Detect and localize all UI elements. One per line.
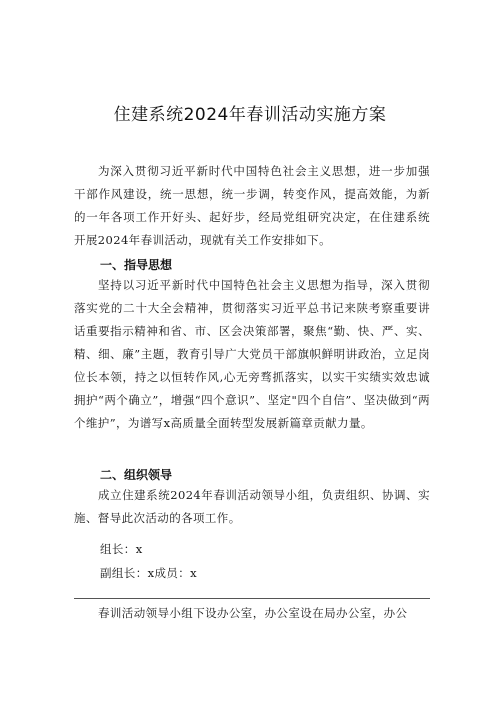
footnote-divider [74,598,430,599]
document-title: 住建系统2024年春训活动实施方案 [113,105,387,125]
section1-paragraph: 坚持以习近平新时代中国特色社会主义思想为指导，深入贯彻落实党的二十大全会精神，贯彻落实习近平总书记来陕考察重要讲话重要指示精神和省、市、区会决策部署，聚焦“勤、快、严、实、精、细、廉”主题，教育引导广大党员干部旗帜鲜明讲政治，立足岗位长本领，持之以恒转作风,心无旁骛抓落实，以实干实绩实效忠诚拥护“两个确立”，增强“四个意识”、坚定"四个自信”、坚决做到“两个维护”，为谱写x高质量全面转型发展新篇章贡献力量。 [74,278,430,430]
footer-paragraph: 春训活动领导小组下设办公室，办公室设在局办公室，办公 [98,606,408,620]
intro-paragraph: 为深入贯彻习近平新时代中国特色社会主义思想，进一步加强干部作风建设，统一思想，统一步调，转变作风，提高效能，为新的一年各项工作开好头、起好步，经局党组研究决定，在住建系统开展2024年春训活动，现就有关工作安排如下。 [74,164,430,247]
deputy-line: 副组长：x成员：x [100,566,198,580]
leader-line: 组长：x [100,542,143,556]
section2-paragraph: 成立住建系统2024年春训活动领导小组，负责组织、协调、实施、督导此次活动的各项工作。 [74,488,430,525]
section2-heading: 二、组织领导 [100,468,173,482]
section1-heading: 一、指导思想 [100,258,173,272]
